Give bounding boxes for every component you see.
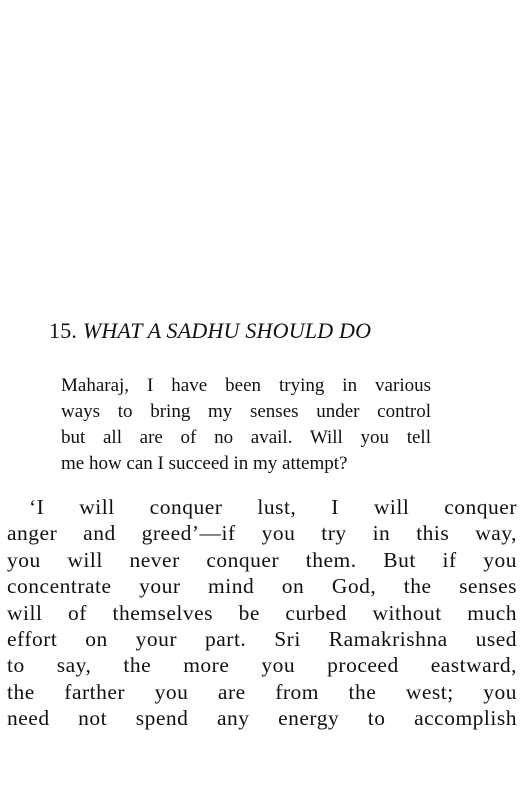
answer-line: will of themselves be curbed without much <box>7 600 517 625</box>
question-paragraph <box>61 373 431 477</box>
answer-line: ‘I will conquer lust, I will conquer <box>29 495 517 519</box>
answer-line: anger and greed’—if you try in this way, <box>7 521 517 546</box>
chapter-title: WHAT A SADHU SHOULD DO <box>82 318 372 343</box>
answer-line: need not spend any energy to accomplish <box>7 706 517 731</box>
answer-line: the farther you are from the west; you <box>7 679 517 704</box>
question-line: me how can I succeed in my attempt? <box>61 453 348 474</box>
answer-paragraph <box>7 494 517 732</box>
answer-line: concentrate your mind on God, the senses <box>7 574 517 599</box>
answer-line: you will never conquer them. But if you <box>7 547 517 572</box>
chapter-number: 15. <box>49 318 78 343</box>
question-line: Maharaj, I have been trying in various <box>61 375 431 396</box>
answer-line: to say, the more you proceed eastward, <box>7 653 517 678</box>
question-line: ways to bring my senses under control <box>61 401 431 422</box>
question-line: but all are of no avail. Will you tell <box>61 427 431 448</box>
answer-line: effort on your part. Sri Ramakrishna used <box>7 627 517 652</box>
chapter-heading <box>49 318 371 344</box>
